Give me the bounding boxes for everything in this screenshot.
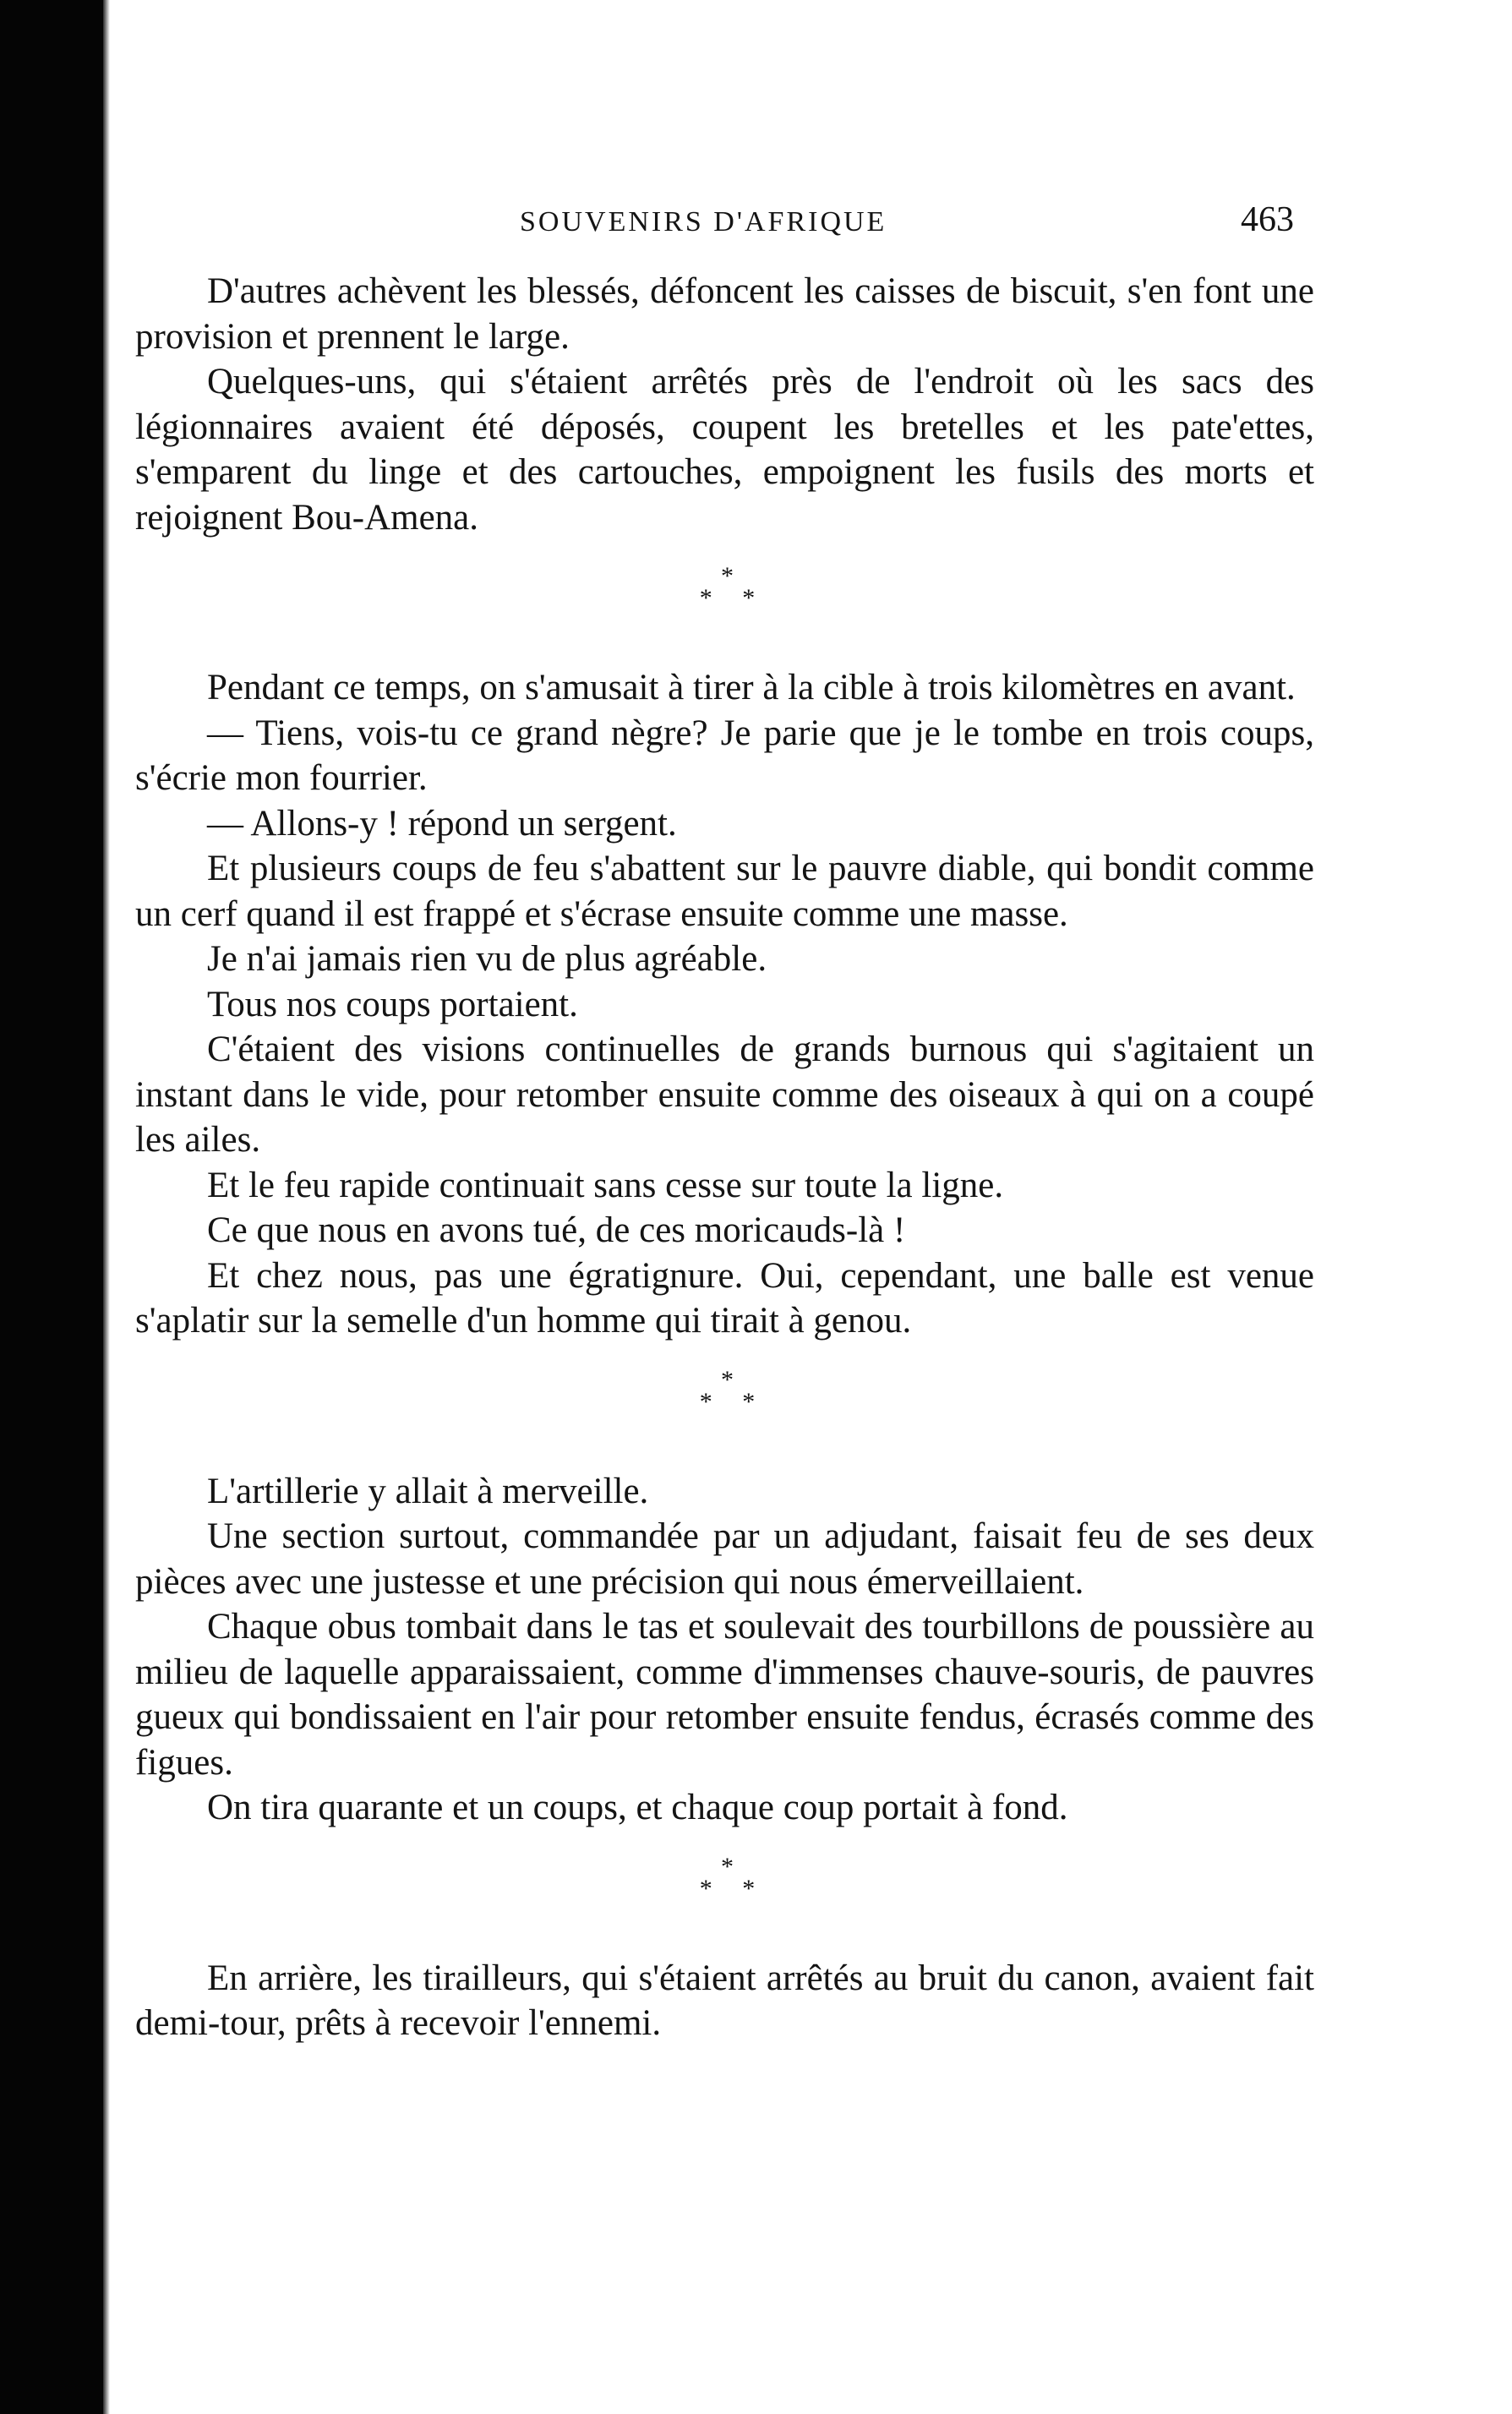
paragraph: En arrière, les tirailleurs, qui s'étaient arrêtés au bruit du canon, avaient fait demi-tour, prêts à recevoir l'ennemi.: [135, 1958, 1314, 2043]
paragraph: Je n'ai jamais rien vu de plus agréable.: [207, 939, 767, 979]
paragraph: Chaque obus tombait dans le tas et soulevait des tourbillons de poussière au milieu de laquelle apparaissaient, comme d'immenses chauve-souris, de pauvres gueux qui bondissaient en l'air pour retomber ensuite fendus, écrasés comme des figues.: [135, 1607, 1314, 1783]
paragraph: Pendant ce temps, on s'amusait à tirer à la cible à trois kilomètres en avant.: [207, 668, 1296, 707]
asterism-divider: * * *: [699, 562, 767, 612]
asterism-divider: * * *: [699, 1852, 767, 1903]
body-text: [135, 269, 1314, 2046]
paragraph: C'étaient des visions continuelles de grands burnous qui s'agitaient un instant dans le vide, pour retomber ensuite comme des oiseaux à qui on a coupé les ailes.: [135, 1030, 1314, 1160]
paragraph: D'autres achèvent les blessés, défoncent les caisses de biscuit, s'en font une provision et prennent le large.: [135, 271, 1314, 357]
paragraph: — Tiens, vois-tu ce grand nègre? Je parie que je le tombe en trois coups, s'écrie mon fourrier.: [135, 713, 1314, 798]
paragraph: On tira quarante et un coups, et chaque coup portait à fond.: [207, 1788, 1068, 1827]
paragraph: — Allons-y ! répond un sergent.: [207, 803, 677, 844]
book-binding-edge: [0, 0, 103, 2414]
paragraph: Et chez nous, pas une égratignure. Oui, cependant, une balle est venue s'aplatir sur la semelle d'un homme qui tirait à genou.: [135, 1255, 1314, 1341]
running-head: [118, 199, 1302, 250]
paragraph: L'artillerie y allait à merveille.: [207, 1471, 649, 1511]
paragraph: Quelques-uns, qui s'étaient arrêtés près de l'endroit où les sacs des légionnaires avaient été déposés, coupent les bretelles et les pate'ettes, s'emparent du linge et des cartouches, empoignent les fusils des morts et rejoignent Bou-Amena.: [135, 362, 1314, 538]
paragraph: Une section surtout, commandée par un adjudant, faisait feu de ses deux pièces avec une justesse et une précision qui nous émerveillaient.: [135, 1516, 1314, 1602]
page-number: 463: [1241, 200, 1294, 239]
asterism-divider: * * *: [699, 1365, 767, 1416]
paragraph: Et le feu rapide continuait sans cesse sur toute la ligne.: [207, 1165, 1004, 1205]
paragraph: Ce que nous en avons tué, de ces moricauds-là !: [207, 1210, 906, 1250]
running-title: SOUVENIRS D'AFRIQUE: [520, 206, 887, 238]
book-page: [118, 0, 1512, 2414]
paragraph: Tous nos coups portaient.: [207, 984, 578, 1024]
paragraph: Et plusieurs coups de feu s'abattent sur le pauvre diable, qui bondit comme un cerf quand il est frappé et s'écrase ensuite comme une masse.: [135, 849, 1314, 934]
